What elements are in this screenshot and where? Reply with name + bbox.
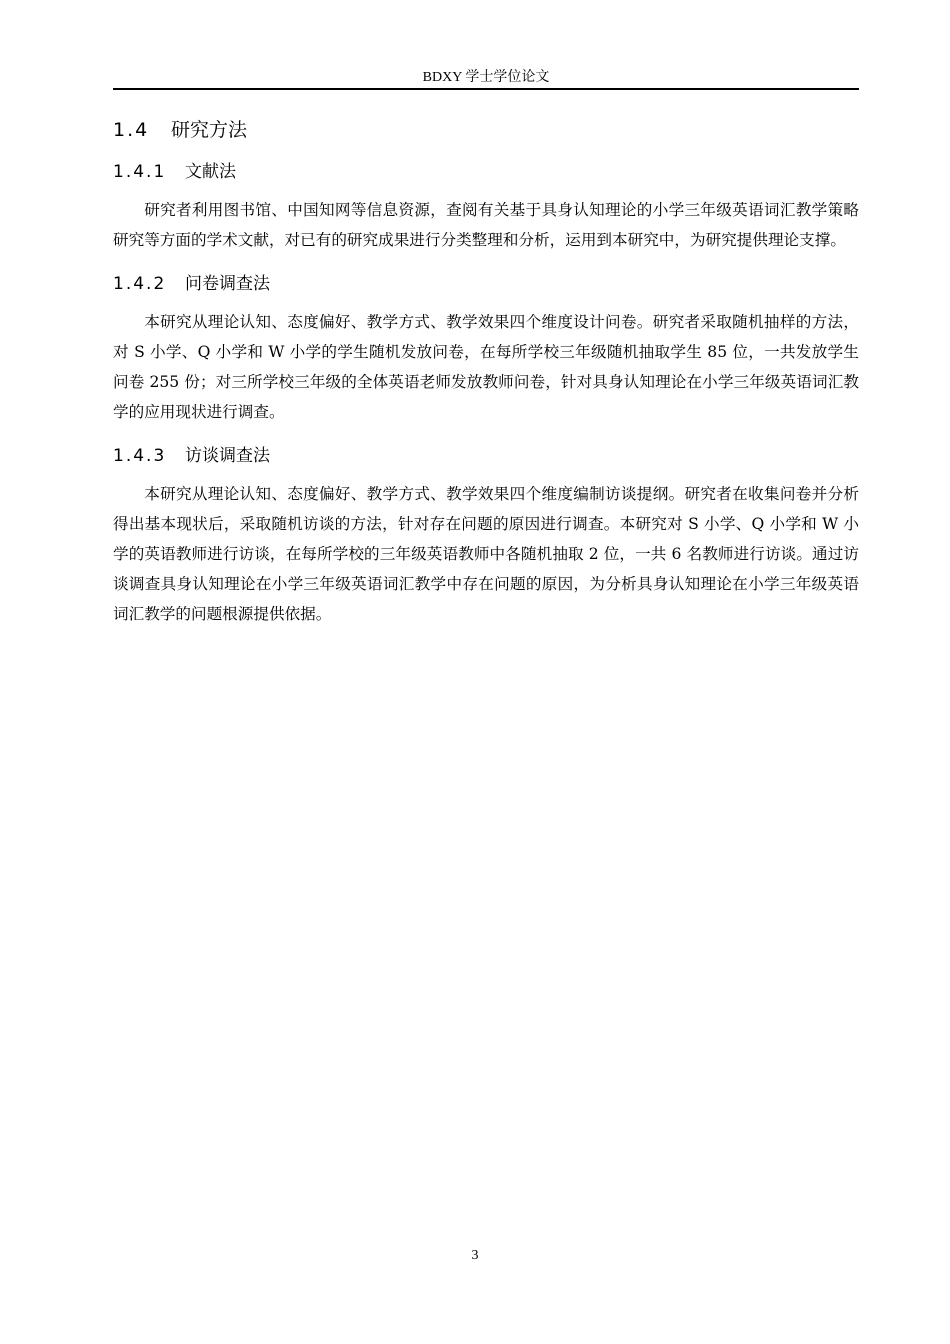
subsection-title: 访谈调查法	[185, 446, 270, 466]
subsection-heading-2	[113, 271, 859, 297]
running-header	[113, 68, 859, 90]
subsection-heading-3	[113, 443, 859, 469]
section-number: 1.4	[113, 119, 150, 141]
section-heading	[113, 116, 859, 144]
subsection-heading-1	[113, 159, 859, 185]
paragraph-literature-method: 研究者利用图书馆、中国知网等信息资源，查阅有关基于具身认知理论的小学三年级英语词汇教学策略研究等方面的学术文献，对已有的研究成果进行分类整理和分析，运用到本研究中，为研究提供理论支撑。	[113, 201, 859, 249]
subsection-title: 问卷调查法	[185, 274, 270, 294]
page-number: 3	[471, 1248, 479, 1263]
paragraph-questionnaire-method: 本研究从理论认知、态度偏好、教学方式、教学效果四个维度设计问卷。研究者采取随机抽样的方法，对 S 小学、Q 小学和 W 小学的学生随机发放问卷，在每所学校三年级随机抽取学生 85 位，一共发放学生问卷 255 份；对三所学校三年级的全体英语老师发放教师问卷，针对具身认知理论在小学三年级英语词汇教学的应用现状进行调查。	[113, 313, 859, 421]
section-title: 研究方法	[171, 119, 248, 141]
document-body	[113, 116, 859, 645]
subsection-number: 1.4.2	[113, 274, 167, 294]
header-title: BDXY 学士学位论文	[422, 70, 550, 85]
paragraph-interview-method: 本研究从理论认知、态度偏好、教学方式、教学效果四个维度编制访谈提纲。研究者在收集问卷并分析得出基本现状后，采取随机访谈的方法，针对存在问题的原因进行调查。本研究对 S 小学、Q 小学和 W 小学的英语教师进行访谈，在每所学校的三年级英语教师中各随机抽取 2 位，一共 6 名教师进行访谈。通过访谈调查具身认知理论在小学三年级英语词汇教学中存在问题的原因，为分析具身认知理论在小学三年级英语词汇教学的问题根源提供依据。	[113, 485, 859, 623]
subsection-number: 1.4.3	[113, 446, 167, 466]
subsection-title: 文献法	[185, 162, 236, 182]
subsection-number: 1.4.1	[113, 162, 167, 182]
